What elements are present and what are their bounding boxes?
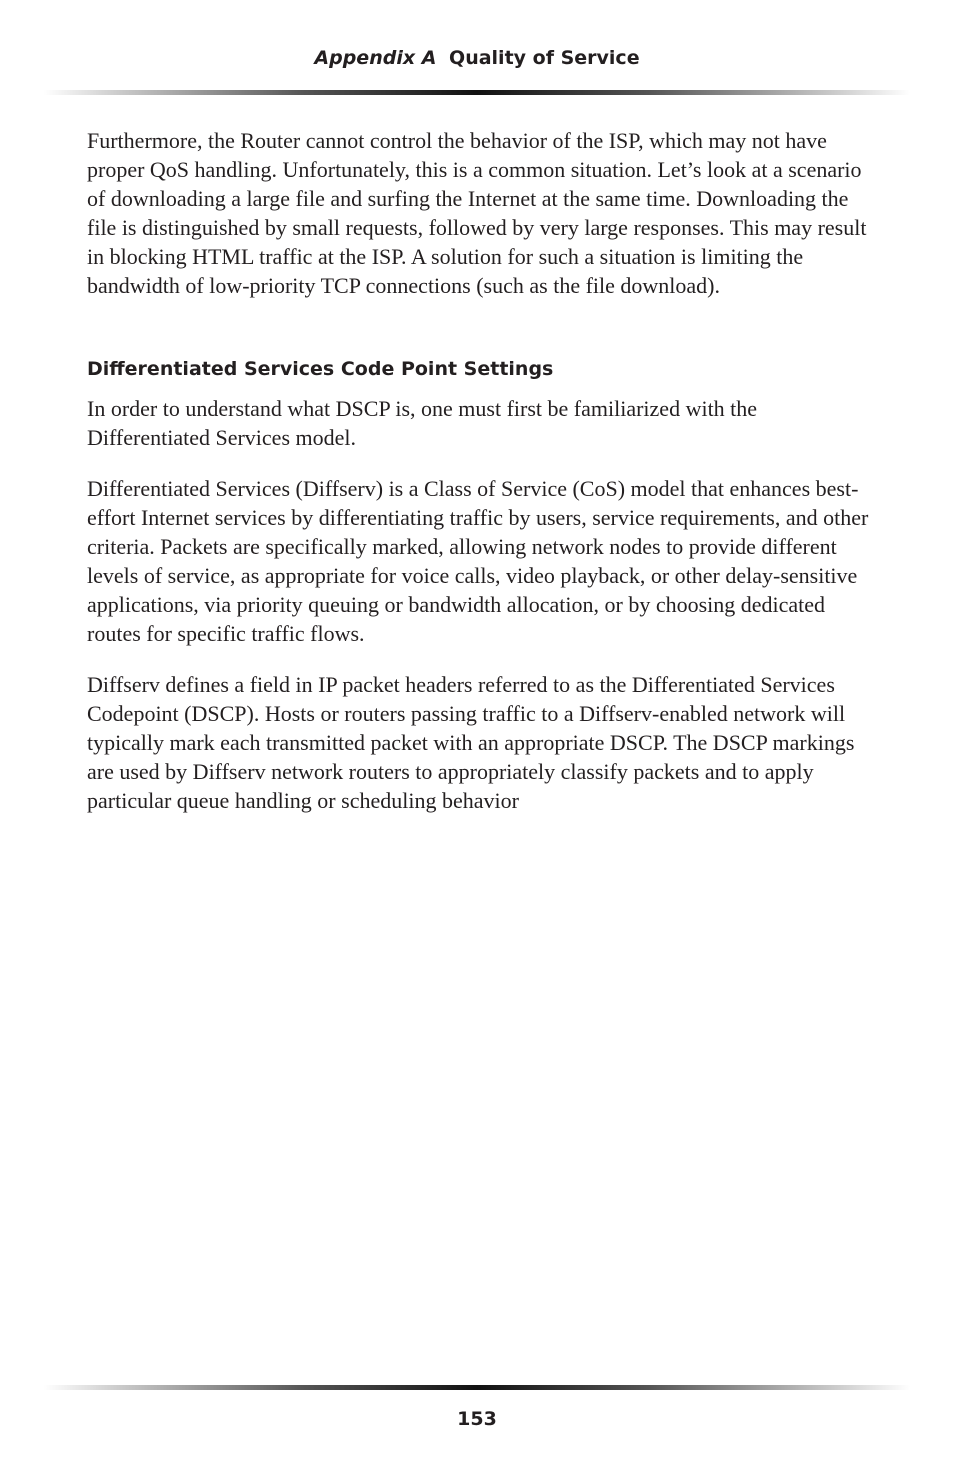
paragraph-isp-qos: Furthermore, the Router cannot control the behavior of the ISP, which may not have proper QoS handling. Unfortunately, this is a common situation. Let’s look at a scenario of downloading a large file and surfing the Internet at the same time. Downloading the file is distinguished by small requests, followed by very large responses. This may result in blocking HTML traffic at the ISP. A solution for such a situation is limiting the bandwidth of low-priority TCP connections (such as the file download). <box>87 128 867 298</box>
page-header <box>0 44 954 72</box>
paragraph-dscp-field: Diffserv defines a field in IP packet headers referred to as the Differentiated Services Codepoint (DSCP). Hosts or routers passing traffic to a Diffserv-enabled network will typically mark each transmitted packet with an appropriate DSCP. The DSCP markings are used by Diffserv network routers to appropriately classify packets and to apply particular queue handling or scheduling behavior <box>87 672 855 813</box>
appendix-label: Appendix A <box>314 47 437 69</box>
section-heading: Differentiated Services Code Point Settings <box>87 358 554 380</box>
paragraph-dscp-intro: In order to understand what DSCP is, one must first be familiarized with the Differentiated Services model. <box>87 396 758 450</box>
page-number: 153 <box>457 1408 497 1430</box>
page-body <box>87 126 877 837</box>
header-title: Quality of Service <box>449 47 640 69</box>
paragraph-diffserv-model: Differentiated Services (Diffserv) is a Class of Service (CoS) model that enhances best-effort Internet services by differentiating traffic by users, service requirements, and other criteria. Packets are specifically marked, allowing network nodes to provide different levels of service, as appropriate for voice calls, video playback, or other delay-sensitive applications, via priority queuing or bandwidth allocation, or by choosing dedicated routes for specific traffic flows. <box>87 476 869 646</box>
header-divider <box>44 90 910 95</box>
footer-divider <box>44 1385 910 1390</box>
